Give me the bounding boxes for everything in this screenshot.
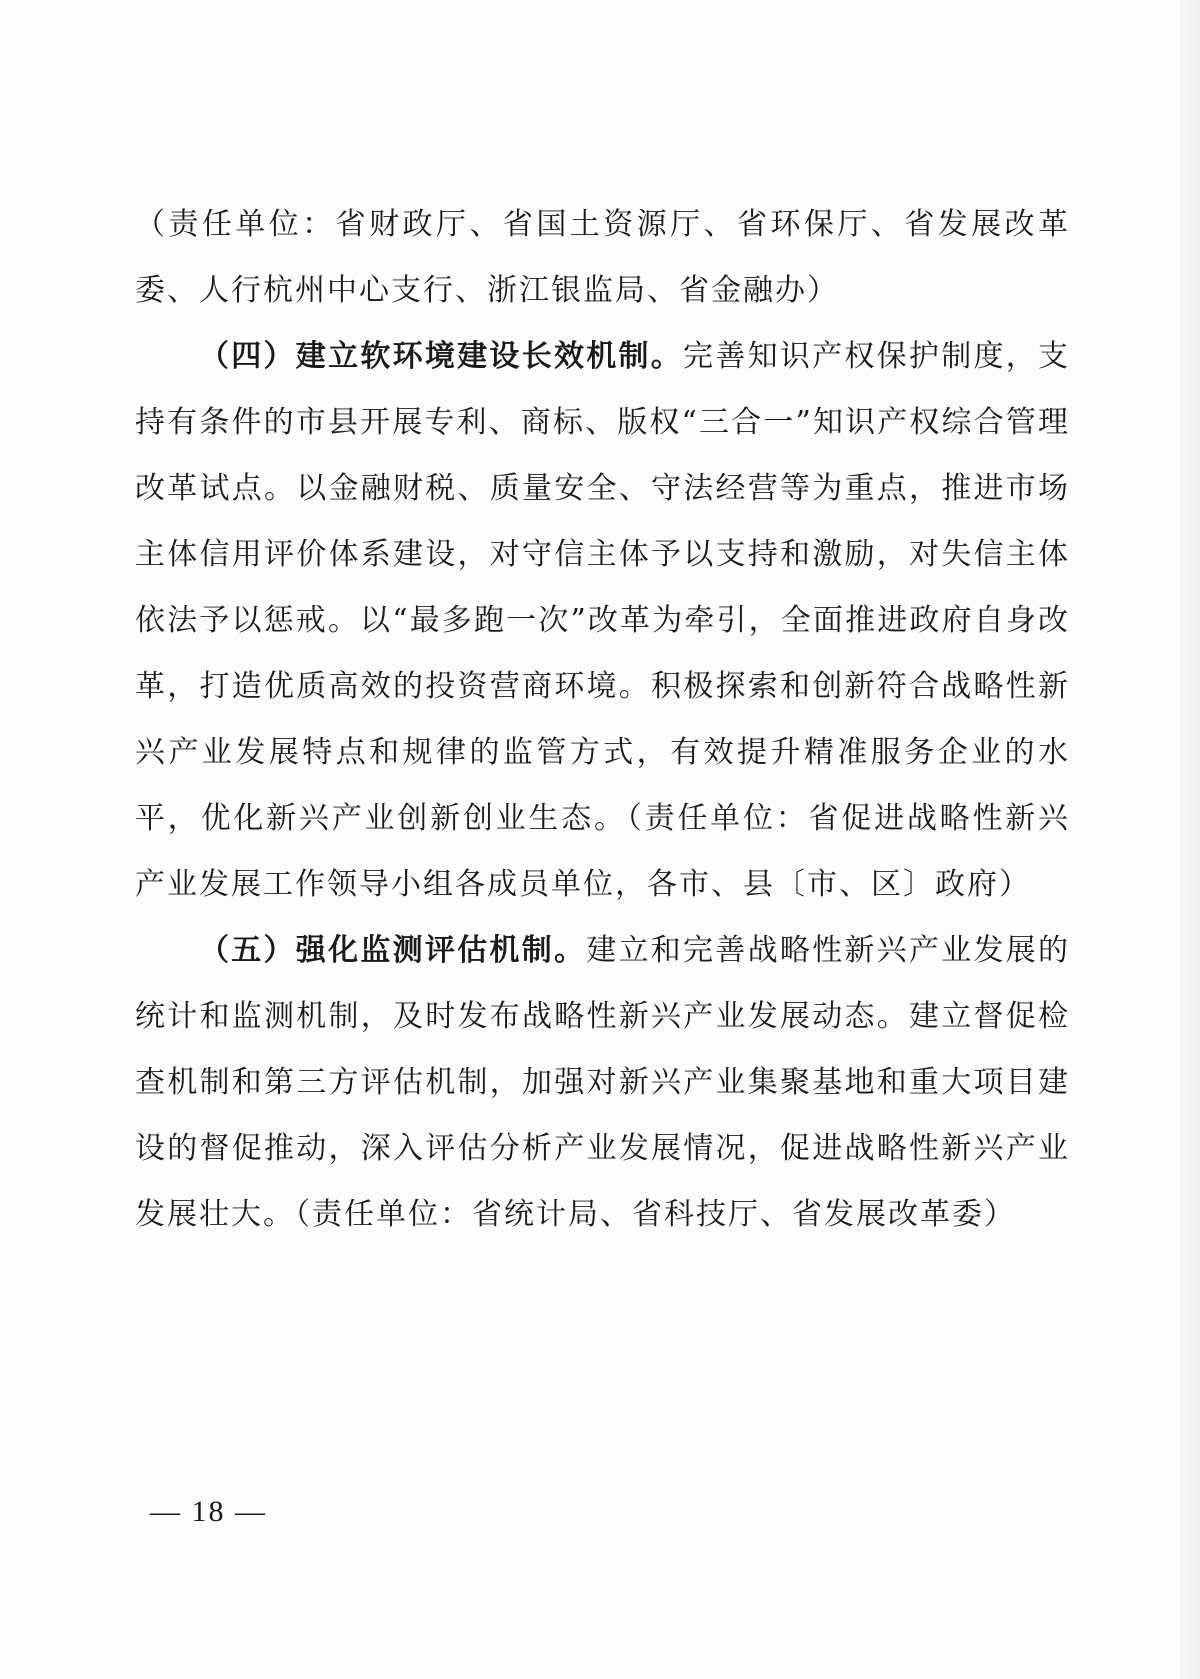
- paragraph-text: 完善知识产权保护制度，支持有条件的市县开展专利、商标、版权“三合一”知识产权综合管理改革试点。以金融财税、质量安全、守法经营等为重点，推进市场主体信用评价体系建设，对守信主体予以支持和激励，对失信主体依法予以惩戒。以“最多跑一次”改革为牵引，全面推进政府自身改革，打造优质高效的投资营商环境。积极探索和创新符合战略性新兴产业发展特点和规律的监管方式，有效提升精准服务企业的水平，优化新兴产业创新创业生态。: [135, 339, 1071, 836]
- page-number: — 18 —: [150, 1495, 267, 1528]
- paragraph-heading: （四）建立软环境建设长效机制。: [199, 339, 684, 374]
- responsibility-note: （责任单位：省促进战略性新兴产业发展工作领导小组各成员单位，各市、县〔市、区〕政府）: [135, 801, 1071, 902]
- paragraph-heading: （五）强化监测评估机制。: [199, 933, 587, 968]
- paragraph-text: 建立和完善战略性新兴产业发展的统计和监测机制，及时发布战略性新兴产业发展动态。建立督促检查机制和第三方评估机制，加强对新兴产业集聚基地和重大项目建设的督促推动，深入评估分析产业发展情况，促进战略性新兴产业发展壮大。: [135, 933, 1071, 1232]
- paragraph-responsibility-continued: [135, 192, 1070, 324]
- responsibility-note: （责任单位：省统计局、省科技厅、省发展改革委）: [295, 1197, 1016, 1232]
- scan-edge: [1180, 0, 1200, 1679]
- body-text: [135, 192, 1070, 1248]
- paragraph-text: （责任单位：省财政厅、省国土资源厅、省环保厅、省发展改革委、人行杭州中心支行、浙江银监局、省金融办）: [135, 207, 1070, 308]
- paragraph-soft-environment: [135, 324, 1070, 918]
- paragraph-monitoring: [135, 918, 1070, 1248]
